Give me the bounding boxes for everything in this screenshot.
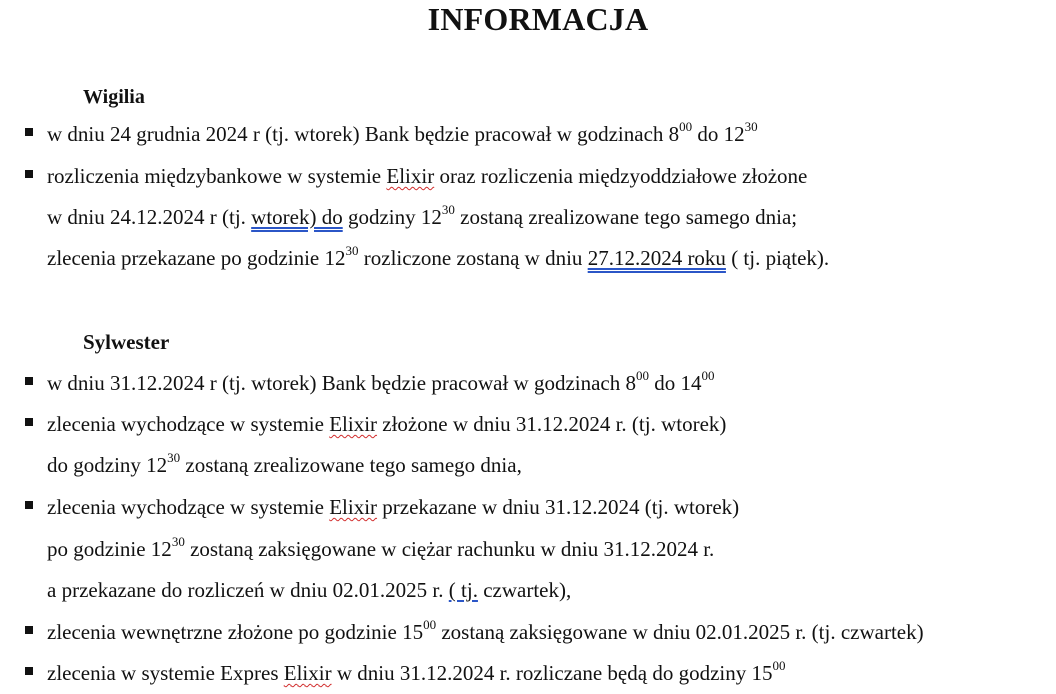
text-segment: godziny 12: [342, 205, 442, 229]
superscript: 30: [171, 534, 185, 549]
superscript: 30: [441, 202, 455, 217]
text-segment: ( tj. piątek).: [725, 246, 830, 270]
wigilia-line-3: [47, 202, 798, 229]
document-title: INFORMACJA: [427, 1, 649, 37]
spellcheck-word: Elixir: [329, 412, 378, 436]
text-segment: zlecenia przekazane po godzinie 12: [47, 246, 346, 270]
superscript: 30: [345, 243, 359, 258]
sylwester-line-6: [47, 578, 571, 602]
text-segment: oraz rozliczenia międzyoddziałowe złożone: [434, 164, 808, 188]
text-segment: rozliczone zostaną w dniu: [358, 246, 588, 270]
text-segment: w dniu 31.12.2024 r (tj. wtorek) Bank będzie pracował w godzinach 8: [47, 371, 637, 395]
spellcheck-word: Elixir: [283, 661, 332, 685]
section-heading-wigilia: Wigilia: [83, 86, 145, 108]
spellcheck-word: Elixir: [386, 164, 435, 188]
sylwester-line-2: [47, 412, 726, 436]
text-segment: złożone w dniu 31.12.2024 r. (tj. wtorek): [377, 412, 727, 436]
sylwester-line-5: [47, 534, 715, 561]
text-segment: zostaną zaksięgowane w dniu 02.01.2025 r. (tj. czwartek): [436, 620, 924, 644]
text-segment: zostaną zrealizowane tego samego dnia;: [454, 205, 798, 229]
bullet-marker: [25, 170, 33, 178]
text-segment: zostaną zrealizowane tego samego dnia,: [180, 453, 522, 477]
superscript: 00: [636, 368, 650, 383]
text-segment: w dniu 24 grudnia 2024 r (tj. wtorek) Bank będzie pracował w godzinach 8: [47, 122, 680, 146]
text-segment: w dniu 31.12.2024 r. rozliczane będą do godziny 15: [331, 661, 773, 685]
text-segment: czwartek),: [477, 578, 572, 602]
superscript: 00: [772, 658, 786, 673]
bullet-marker: [25, 626, 33, 634]
text-segment: zlecenia wychodzące w systemie: [47, 495, 330, 519]
bullet-marker: [25, 128, 33, 136]
spellcheck-word: Elixir: [329, 495, 378, 519]
superscript: 30: [744, 119, 758, 134]
text-segment: zlecenia wychodzące w systemie: [47, 412, 330, 436]
text-segment: zostaną zaksięgowane w ciężar rachunku w dniu 31.12.2024 r.: [184, 537, 715, 561]
bullet-marker: [25, 377, 33, 385]
sylwester-line-4: [47, 495, 739, 519]
text-segment: do 14: [649, 371, 702, 395]
text-segment: rozliczenia międzybankowe w systemie: [47, 164, 387, 188]
sylwester-line-1: [47, 368, 715, 395]
bullet-marker: [25, 667, 33, 675]
text-segment: zlecenia wewnętrzne złożone po godzinie 15: [47, 620, 424, 644]
wigilia-line-4: [47, 243, 830, 270]
bullet-marker: [25, 501, 33, 509]
grammar-flagged-text: wtorek) do: [251, 205, 343, 229]
superscript: 00: [679, 119, 693, 134]
text-segment: do godziny 12: [47, 453, 168, 477]
wigilia-line-1: [47, 119, 758, 146]
text-segment: w dniu 24.12.2024 r (tj.: [47, 205, 252, 229]
grammar-flagged-text: ( tj.: [448, 578, 478, 602]
superscript: 30: [167, 450, 181, 465]
text-segment: po godzinie 12: [47, 537, 172, 561]
grammar-flagged-text: 27.12.2024 roku: [587, 246, 726, 270]
sylwester-line-7: [47, 617, 924, 644]
sylwester-line-8: [47, 658, 786, 685]
text-segment: a przekazane do rozliczeń w dniu 02.01.2025 r.: [47, 578, 449, 602]
bullet-marker: [25, 418, 33, 426]
text-segment: zlecenia w systemie Expres: [47, 661, 284, 685]
wigilia-line-2: [47, 164, 807, 188]
section-heading-sylwester: Sylwester: [83, 330, 170, 354]
text-segment: przekazane w dniu 31.12.2024 (tj. wtorek): [377, 495, 740, 519]
superscript: 00: [423, 617, 437, 632]
text-segment: do 12: [692, 122, 745, 146]
superscript: 00: [701, 368, 715, 383]
sylwester-line-3: [47, 450, 522, 477]
